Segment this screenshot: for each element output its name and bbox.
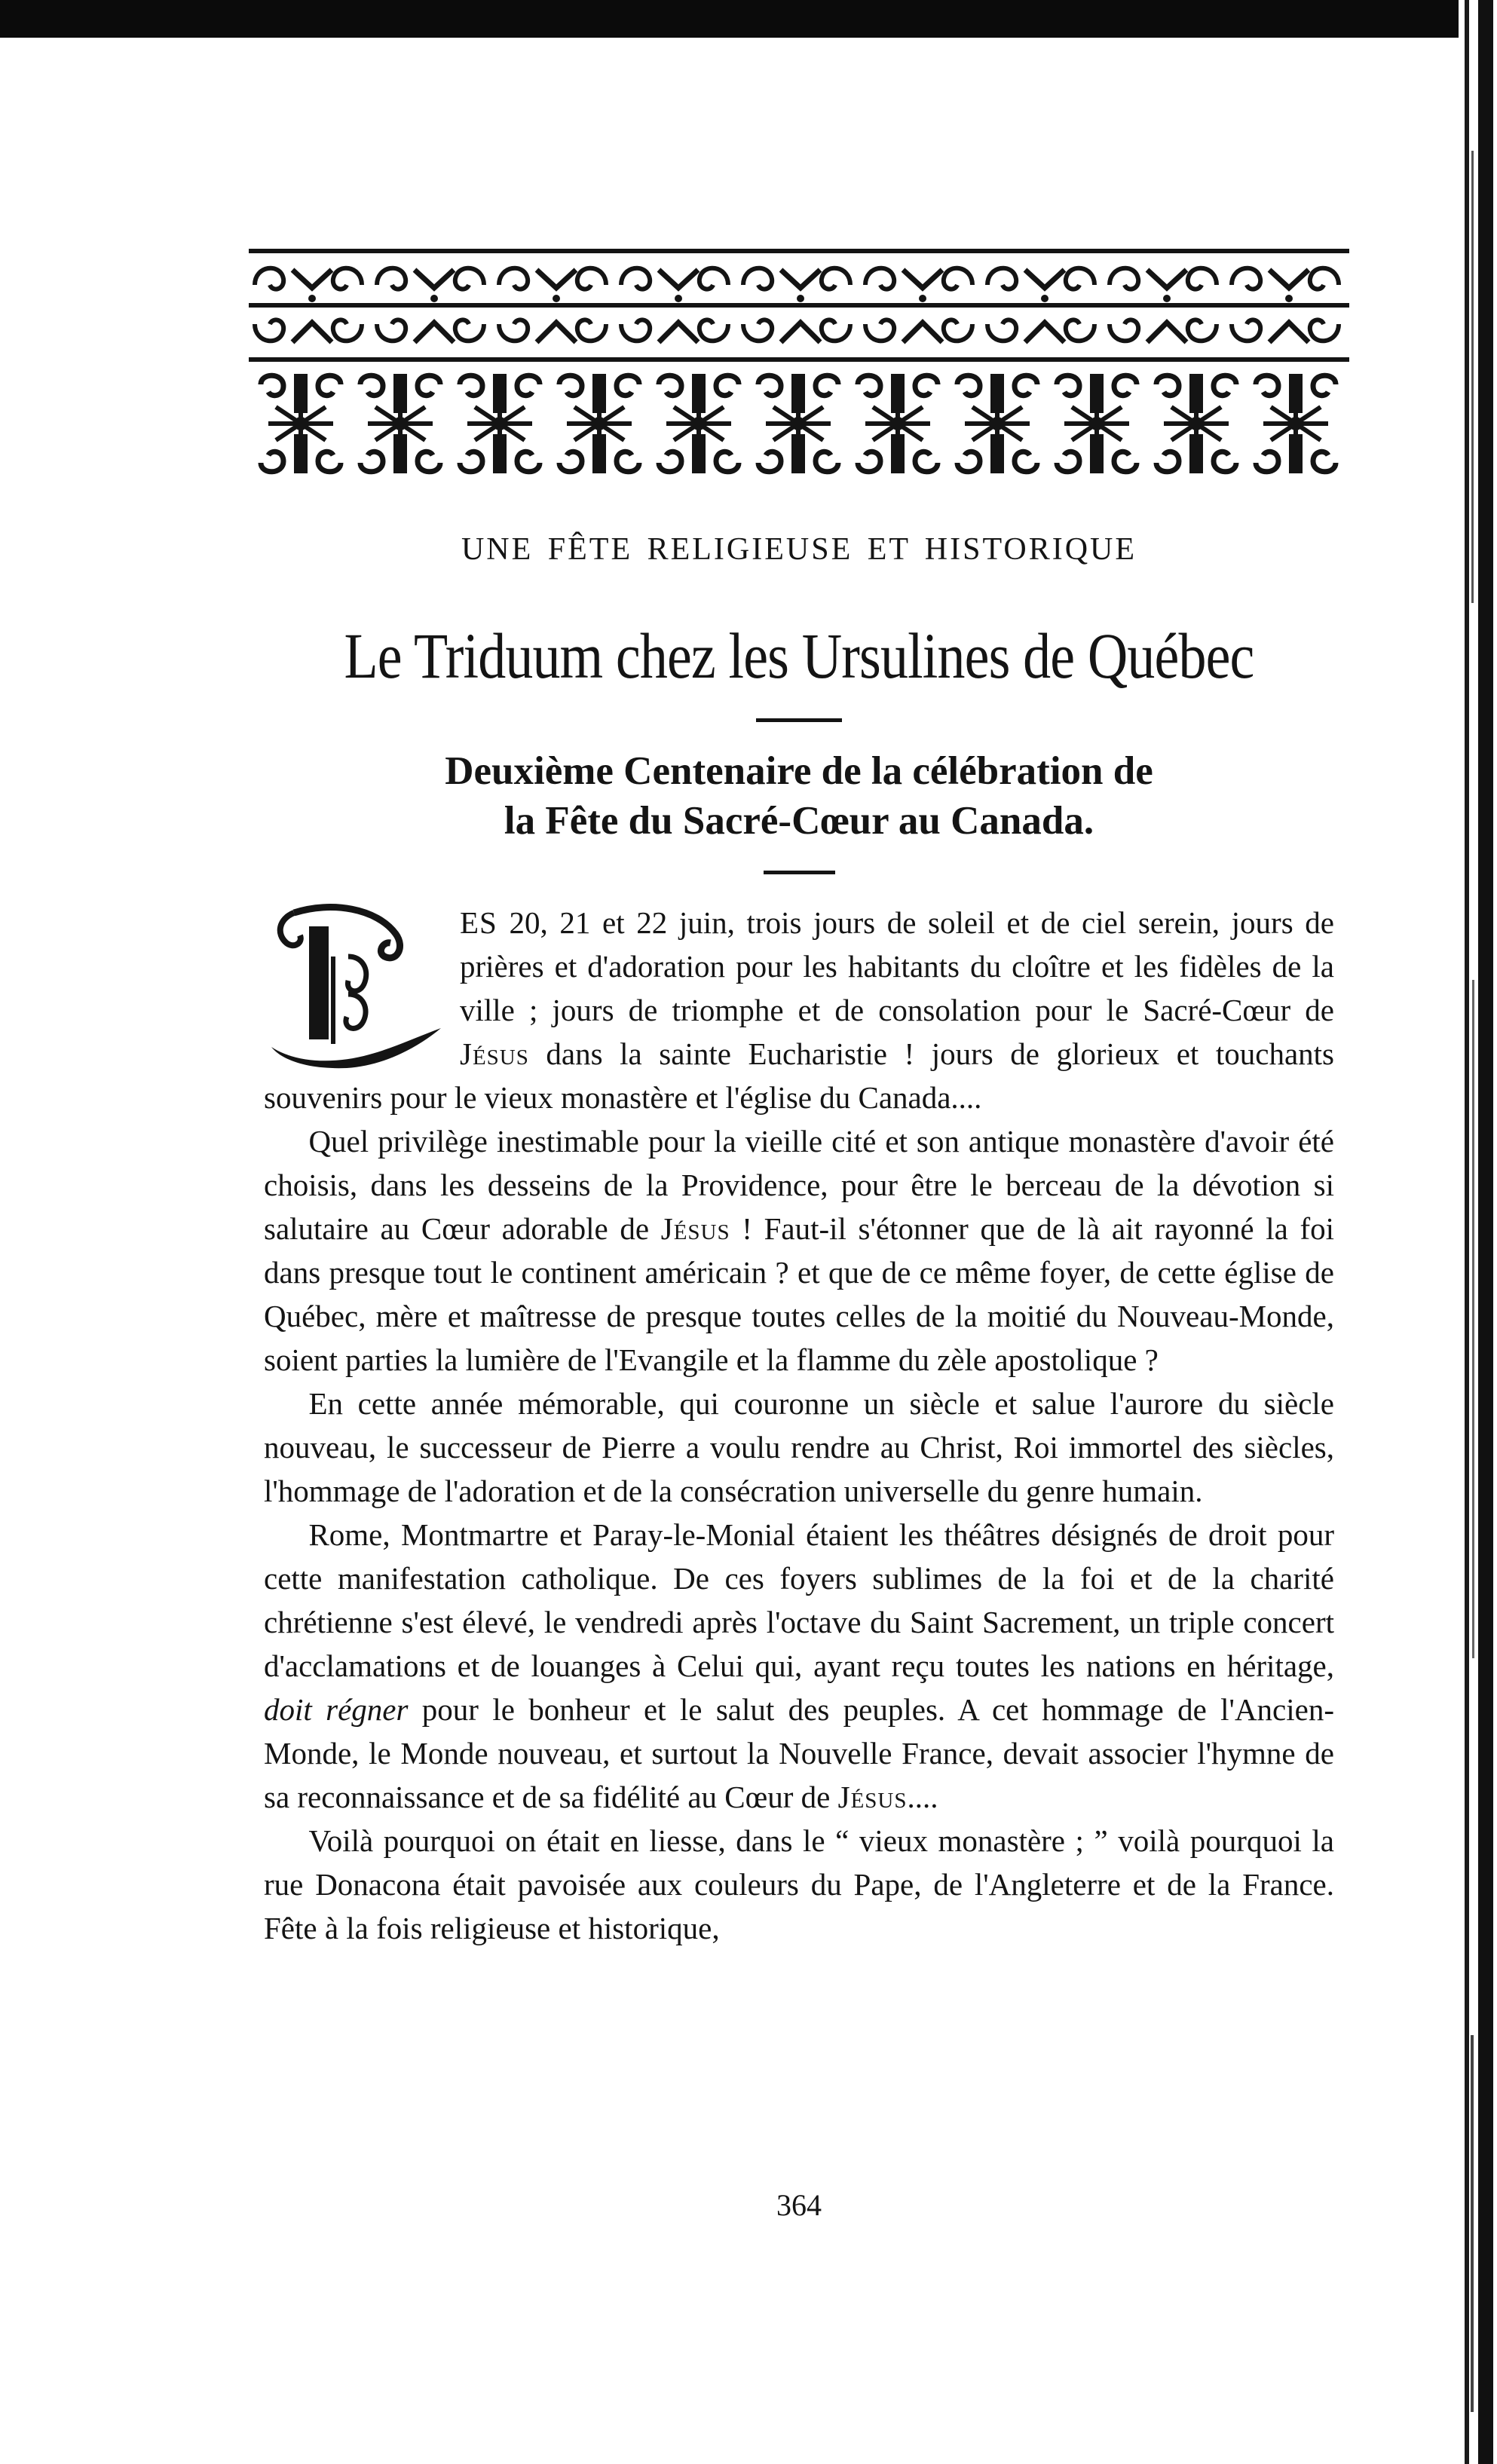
lead-text: ES	[460, 905, 497, 940]
scan-top-edge	[0, 0, 1497, 38]
article-body	[264, 901, 1334, 1950]
paragraph-2-part-a: Quel privilège inestimable pour la vieille cité et son antique monastère d'avoir été choisis, dans les desseins de la Providence, pour être le berceau de la dévotion si salutaire au Cœur adorable de	[264, 1124, 1334, 1246]
paragraph-3: En cette année mémorable, qui couronne un siècle et salue l'aurore du siècle nouveau, le successeur de Pierre a voulu rendre au Christ, Roi immortel des siècles, l'hommage de l'adoration et de la consécration universelle du genre humain.	[264, 1386, 1334, 1508]
section-kicker: UNE FÊTE RELIGIEUSE ET HISTORIQUE	[461, 532, 1137, 567]
paragraph-2-part-b: ! Faut-il s'étonner que de là ait rayonné la foi dans presque tout le continent américain ? et que de ce même foyer, de cette église de Québec, mère et maîtresse de presque toutes celles de la moitié du Nouveau-Monde, soient parties la lumière de l'Evangile et la flamme du zèle apostolique ?	[264, 1211, 1334, 1377]
ornamental-header-band-icon	[249, 249, 1349, 486]
subtitle-line-2: la Fête du Sacré-Cœur au Canada.	[504, 799, 1094, 843]
paragraph-4-part-c: ....	[907, 1780, 938, 1814]
paragraph-4-part-a: Rome, Montmartre et Paray-le-Monial étaient les théâtres désignés de droit pour cette manifestation catholique. De ces foyers sublimes de la foi et de la charité chrétienne s'est élevé, le vendredi après l'octave du Saint Sacrement, un triple concert d'acclamations et de louanges à Celui qui, ayant reçu toutes les nations en héritage,	[264, 1517, 1334, 1683]
article-subtitle	[271, 746, 1327, 846]
title-rule	[756, 718, 842, 722]
binding-edge	[1459, 0, 1497, 2464]
paragraph-2	[264, 1119, 1334, 1382]
paragraph-5: Voilà pourquoi on était en liesse, dans le “ vieux monastère ; ” voilà pourquoi la rue Donacona était pavoisée aux couleurs du Pape, de l'Angleterre et de la France. Fête à la fois religieuse et historique,	[264, 1823, 1334, 1945]
paragraph-1	[264, 901, 1334, 1119]
subtitle-line-1: Deuxième Centenaire de la célébration de	[445, 749, 1153, 793]
paragraph-4	[264, 1513, 1334, 1819]
article-title: Le Triduum chez les Ursulines de Québec	[344, 620, 1254, 692]
decorative-dropcap-l-icon	[264, 904, 445, 1073]
name-jesus: Jésus	[660, 1211, 730, 1246]
name-jesus: Jésus	[460, 1036, 529, 1071]
page-number: 364	[776, 2188, 822, 2222]
italic-phrase: doit régner	[264, 1692, 409, 1727]
subtitle-rule	[764, 871, 835, 874]
paragraph-4-part-b: pour le bonheur et le salut des peuples. A cet hommage de l'Ancien-Monde, le Monde nouveau, et surtout la Nouvelle France, devait associer l'hymne de sa reconnaissance et de sa fidélité au Cœur de	[264, 1692, 1334, 1814]
paragraph-1-part-b: dans la sainte Eucharistie ! jours de glorieux et touchants souvenirs pour le vieux monastère et l'église du Canada....	[264, 1036, 1334, 1115]
paragraph-1-part-a: 20, 21 et 22 juin, trois jours de soleil et de ciel serein, jours de prières et d'adoration pour les habitants du cloître et les fidèles de la ville ; jours de triomphe et de consolation pour le Sacré-Cœur de	[460, 905, 1334, 1027]
name-jesus: Jésus	[837, 1780, 908, 1814]
